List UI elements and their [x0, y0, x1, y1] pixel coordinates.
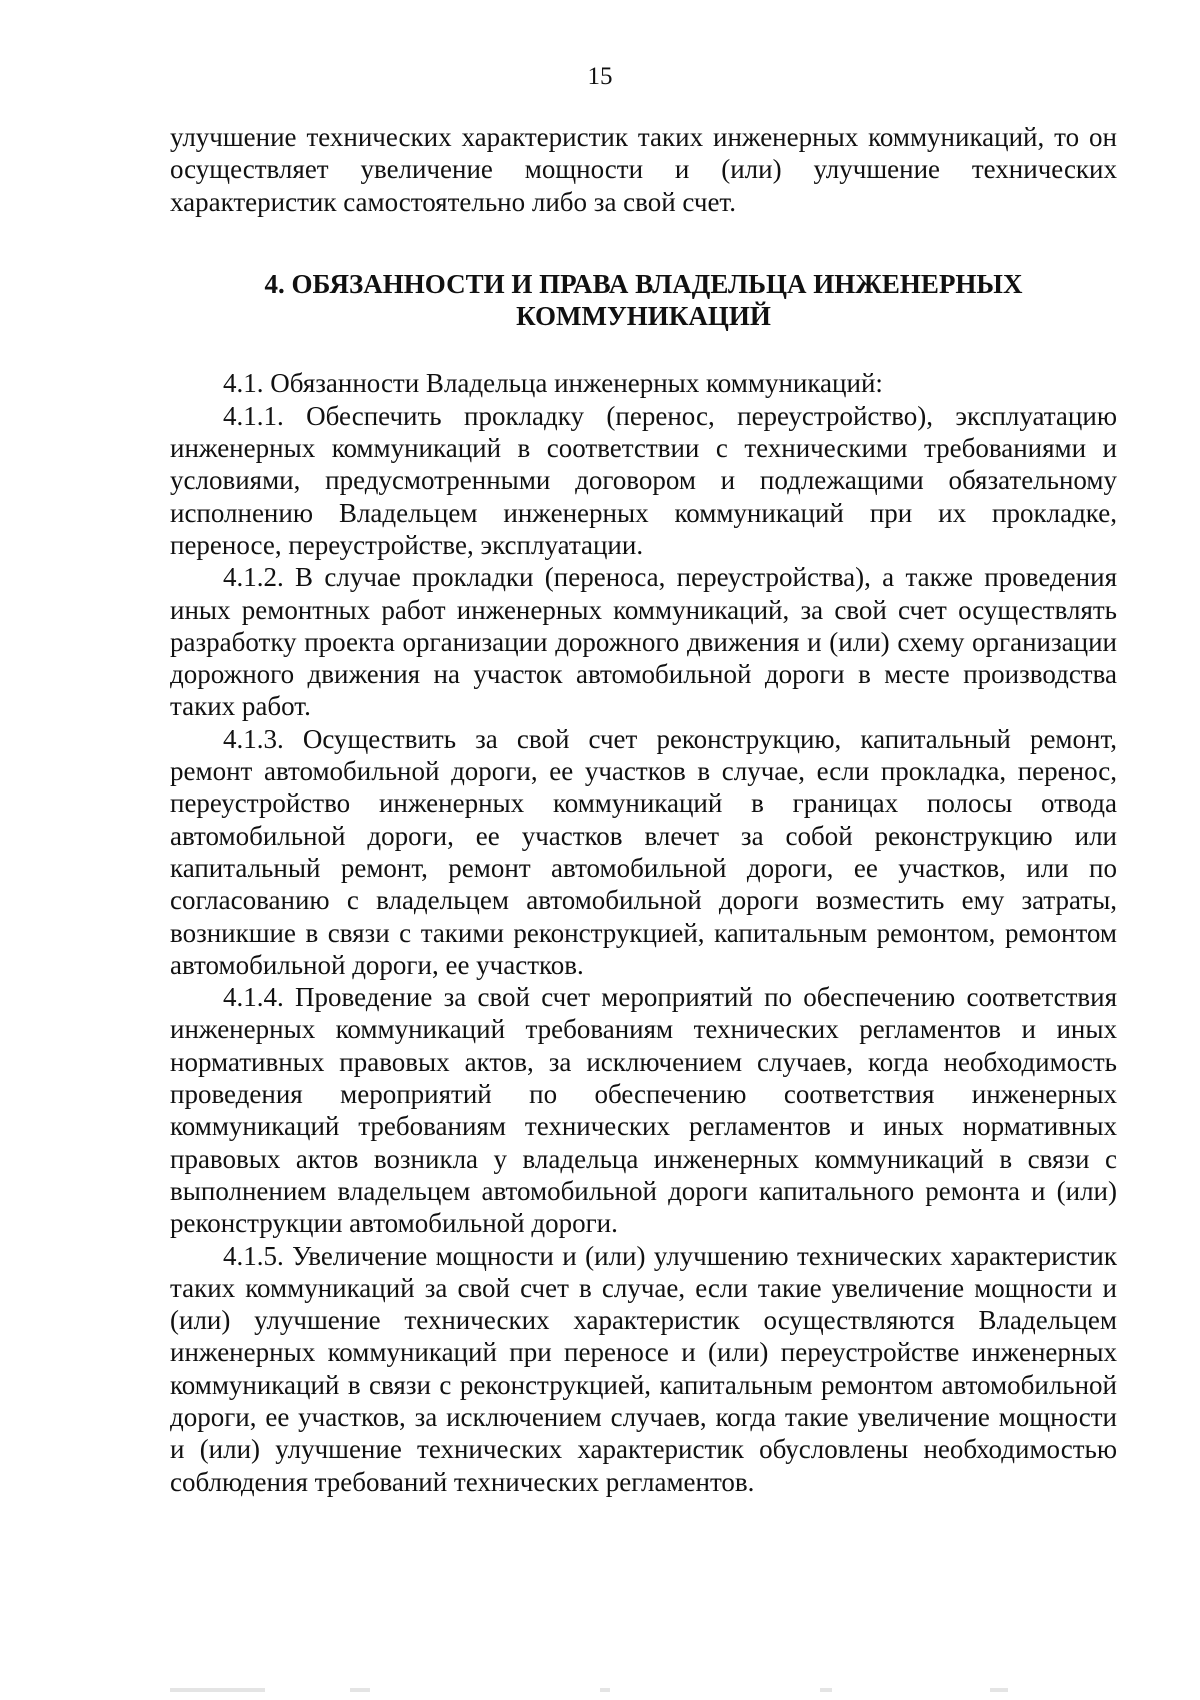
scan-edge-marks: [170, 1688, 1100, 1694]
page-number: 15: [587, 63, 613, 90]
section-heading-line-2: КОММУНИКАЦИЙ: [516, 301, 771, 332]
document-body: [170, 121, 1117, 1498]
section-heading: [170, 268, 1117, 333]
paragraph-4-1-2: 4.1.2. В случае прокладки (переноса, переустройства), а также проведения иных ремонтных работ инженерных коммуникаций, за свой счет осуществлять разработку проекта организации дорожного движения и (или) схему организации дорожного движения на участок автомобильной дороги в месте производства таких работ.: [170, 562, 1117, 722]
section-heading-line-1: 4. ОБЯЗАННОСТИ И ПРАВА ВЛАДЕЛЬЦА ИНЖЕНЕРНЫХ: [264, 268, 1023, 299]
paragraph-4-1-1: 4.1.1. Обеспечить прокладку (перенос, переустройство), эксплуатацию инженерных коммуникаций в соответствии с техническими требованиями и условиями, предусмотренными договором и подлежащими обязательному исполнению Владельцем инженерных коммуникаций при их прокладке, переносе, переустройстве, эксплуатации.: [170, 400, 1117, 560]
paragraph-4-1: 4.1. Обязанности Владельца инженерных коммуникаций:: [223, 368, 883, 399]
continuation-paragraph: улучшение технических характеристик таких инженерных коммуникаций, то он осуществляет увеличение мощности и (или) улучшение технических характеристик самостоятельно либо за свой счет.: [170, 122, 1117, 217]
paragraph-4-1-4: 4.1.4. Проведение за свой счет мероприятий по обеспечению соответствия инженерных коммуникаций требованиям технических регламентов и иных нормативных правовых актов, за исключением случаев, когда необходимость проведения мероприятий по обеспечению соответствия инженерных коммуникаций требованиям технических регламентов и иных нормативных правовых актов возникла у владельца инженерных коммуникаций в связи с выполнением владельцем автомобильной дороги капитального ремонта и (или) реконструкции автомобильной дороги.: [170, 982, 1117, 1239]
paragraph-4-1-3: 4.1.3. Осуществить за свой счет реконструкцию, капитальный ремонт, ремонт автомобильной дороги, ее участков в случае, если прокладка, перенос, переустройство инженерных коммуникаций в границах полосы отвода автомобильной дороги, ее участков влечет за собой реконструкцию или капитальный ремонт, ремонт автомобильной дороги, ее участков, или по согласованию с владельцем автомобильной дороги возместить ему затраты, возникшие в связи с такими реконструкцией, капитальным ремонтом, ремонтом автомобильной дороги, ее участков.: [170, 723, 1117, 980]
paragraph-4-1-5: 4.1.5. Увеличение мощности и (или) улучшению технических характеристик таких коммуникаций за свой счет в случае, если такие увеличение мощности и (или) улучшение технических характеристик осуществляются Владельцем инженерных коммуникаций при переносе и (или) переустройстве инженерных коммуникаций в связи с реконструкцией, капитальным ремонтом автомобильной дороги, ее участков, за исключением случаев, когда такие увеличение мощности и (или) улучшение технических характеристик обусловлены необходимостью соблюдения требований технических регламентов.: [170, 1240, 1117, 1497]
